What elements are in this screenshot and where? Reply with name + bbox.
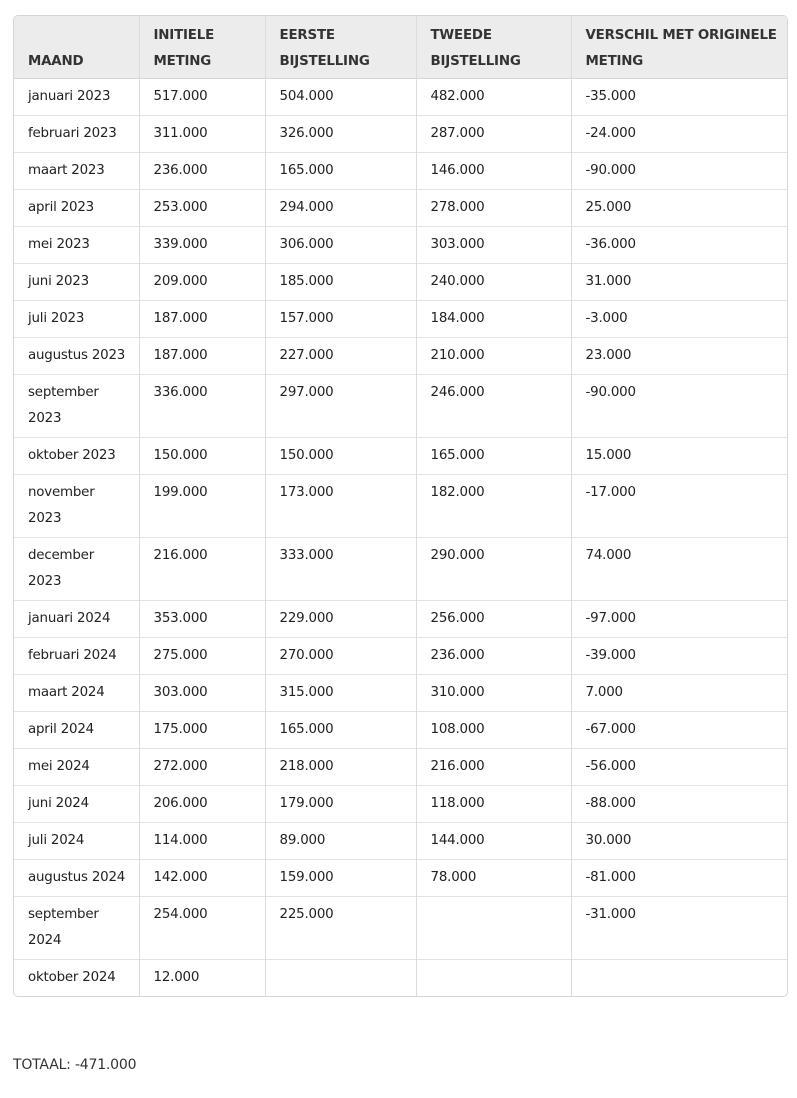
cell-maand: mei 2024 xyxy=(14,748,139,785)
table-row xyxy=(14,226,788,263)
cell-tweede-bijstelling: 210.000 xyxy=(416,337,571,374)
table-row xyxy=(14,822,788,859)
cell-verschil: 25.000 xyxy=(571,189,788,226)
cell-maand: maart 2023 xyxy=(14,152,139,189)
cell-maand: januari 2023 xyxy=(14,78,139,115)
cell-maand: november 2023 xyxy=(14,474,139,537)
cell-tweede-bijstelling: 482.000 xyxy=(416,78,571,115)
cell-verschil xyxy=(571,959,788,996)
cell-eerste-bijstelling: 333.000 xyxy=(265,537,416,600)
cell-eerste-bijstelling: 225.000 xyxy=(265,896,416,959)
cell-tweede-bijstelling: 236.000 xyxy=(416,637,571,674)
cell-initiele-meting: 142.000 xyxy=(139,859,265,896)
cell-initiele-meting: 254.000 xyxy=(139,896,265,959)
cell-maand: juli 2023 xyxy=(14,300,139,337)
table-row xyxy=(14,300,788,337)
cell-eerste-bijstelling: 229.000 xyxy=(265,600,416,637)
column-header-maand: MAAND xyxy=(14,16,139,78)
cell-eerste-bijstelling: 159.000 xyxy=(265,859,416,896)
cell-tweede-bijstelling: 290.000 xyxy=(416,537,571,600)
cell-eerste-bijstelling: 218.000 xyxy=(265,748,416,785)
cell-tweede-bijstelling: 118.000 xyxy=(416,785,571,822)
table-row xyxy=(14,115,788,152)
cell-eerste-bijstelling: 165.000 xyxy=(265,152,416,189)
cell-verschil: -36.000 xyxy=(571,226,788,263)
header-row xyxy=(14,16,788,78)
cell-tweede-bijstelling: 246.000 xyxy=(416,374,571,437)
cell-initiele-meting: 236.000 xyxy=(139,152,265,189)
column-header-initiele-meting: INITIELE METING xyxy=(139,16,265,78)
cell-tweede-bijstelling: 78.000 xyxy=(416,859,571,896)
table-row xyxy=(14,189,788,226)
cell-tweede-bijstelling: 310.000 xyxy=(416,674,571,711)
cell-tweede-bijstelling: 144.000 xyxy=(416,822,571,859)
cell-tweede-bijstelling: 165.000 xyxy=(416,437,571,474)
cell-verschil: -56.000 xyxy=(571,748,788,785)
table-row xyxy=(14,337,788,374)
cell-eerste-bijstelling: 270.000 xyxy=(265,637,416,674)
cell-verschil: -97.000 xyxy=(571,600,788,637)
cell-tweede-bijstelling xyxy=(416,896,571,959)
cell-eerste-bijstelling: 315.000 xyxy=(265,674,416,711)
cell-initiele-meting: 187.000 xyxy=(139,337,265,374)
cell-maand: januari 2024 xyxy=(14,600,139,637)
cell-tweede-bijstelling: 256.000 xyxy=(416,600,571,637)
table-row xyxy=(14,859,788,896)
cell-initiele-meting: 311.000 xyxy=(139,115,265,152)
column-header-verschil: VERSCHIL MET ORIGINELE METING xyxy=(571,16,788,78)
table-row xyxy=(14,959,788,996)
cell-verschil: -3.000 xyxy=(571,300,788,337)
table-body xyxy=(14,78,788,996)
cell-maand: april 2024 xyxy=(14,711,139,748)
cell-initiele-meting: 209.000 xyxy=(139,263,265,300)
cell-maand: februari 2023 xyxy=(14,115,139,152)
table-row xyxy=(14,263,788,300)
cell-maand: oktober 2024 xyxy=(14,959,139,996)
data-table-container xyxy=(13,15,788,997)
table-row xyxy=(14,78,788,115)
cell-eerste-bijstelling: 306.000 xyxy=(265,226,416,263)
cell-verschil: -24.000 xyxy=(571,115,788,152)
cell-initiele-meting: 12.000 xyxy=(139,959,265,996)
cell-eerste-bijstelling: 165.000 xyxy=(265,711,416,748)
cell-maand: mei 2023 xyxy=(14,226,139,263)
cell-verschil: -39.000 xyxy=(571,637,788,674)
cell-maand: februari 2024 xyxy=(14,637,139,674)
cell-maand: december 2023 xyxy=(14,537,139,600)
cell-tweede-bijstelling: 303.000 xyxy=(416,226,571,263)
cell-maand: maart 2024 xyxy=(14,674,139,711)
cell-maand: juni 2023 xyxy=(14,263,139,300)
cell-verschil: -35.000 xyxy=(585,88,636,104)
cell-maand: september 2023 xyxy=(14,374,139,437)
cell-verschil: 15.000 xyxy=(571,437,788,474)
cell-initiele-meting: 206.000 xyxy=(139,785,265,822)
cell-eerste-bijstelling: 173.000 xyxy=(265,474,416,537)
table-row xyxy=(14,711,788,748)
cell-verschil: -67.000 xyxy=(571,711,788,748)
cell-maand: juli 2024 xyxy=(14,822,139,859)
cell-verschil: -31.000 xyxy=(571,896,788,959)
cell-initiele-meting: 175.000 xyxy=(139,711,265,748)
cell-initiele-meting: 353.000 xyxy=(139,600,265,637)
cell-tweede-bijstelling: 182.000 xyxy=(416,474,571,537)
cell-initiele-meting: 517.000 xyxy=(139,78,265,115)
cell-maand: april 2023 xyxy=(14,189,139,226)
table-row xyxy=(14,896,788,959)
cell-eerste-bijstelling: 504.000 xyxy=(265,78,416,115)
cell-maand: juni 2024 xyxy=(14,785,139,822)
cell-tweede-bijstelling: 287.000 xyxy=(416,115,571,152)
cell-eerste-bijstelling: 150.000 xyxy=(265,437,416,474)
cell-maand: augustus 2023 xyxy=(14,337,139,374)
cell-verschil: 7.000 xyxy=(571,674,788,711)
cell-tweede-bijstelling: 216.000 xyxy=(416,748,571,785)
cell-eerste-bijstelling: 157.000 xyxy=(265,300,416,337)
cell-eerste-bijstelling: 179.000 xyxy=(265,785,416,822)
table-row xyxy=(14,748,788,785)
cell-verschil: -88.000 xyxy=(571,785,788,822)
cell-eerste-bijstelling: 297.000 xyxy=(265,374,416,437)
cell-eerste-bijstelling xyxy=(265,959,416,996)
table-row xyxy=(14,637,788,674)
cell-tweede-bijstelling: 278.000 xyxy=(416,189,571,226)
cell-tweede-bijstelling xyxy=(416,959,571,996)
cell-maand: augustus 2024 xyxy=(14,859,139,896)
total-summary: TOTAAL: -471.000 xyxy=(13,1057,137,1073)
cell-initiele-meting: 303.000 xyxy=(139,674,265,711)
cell-initiele-meting: 336.000 xyxy=(139,374,265,437)
column-header-tweede-bijstelling: TWEEDE BIJSTELLING xyxy=(416,16,571,78)
cell-verschil: -90.000 xyxy=(571,152,788,189)
table-row xyxy=(14,374,788,437)
cell-tweede-bijstelling: 184.000 xyxy=(416,300,571,337)
column-header-eerste-bijstelling: EERSTE BIJSTELLING xyxy=(265,16,416,78)
cell-eerste-bijstelling: 294.000 xyxy=(265,189,416,226)
cell-initiele-meting: 114.000 xyxy=(139,822,265,859)
cell-eerste-bijstelling: 89.000 xyxy=(265,822,416,859)
cell-verschil: 30.000 xyxy=(571,822,788,859)
cell-verschil: 23.000 xyxy=(571,337,788,374)
table-row xyxy=(14,152,788,189)
cell-verschil: 31.000 xyxy=(571,263,788,300)
revisions-table xyxy=(14,16,788,996)
cell-initiele-meting: 199.000 xyxy=(139,474,265,537)
cell-maand: oktober 2023 xyxy=(14,437,139,474)
table-row xyxy=(14,437,788,474)
cell-tweede-bijstelling: 108.000 xyxy=(416,711,571,748)
cell-initiele-meting: 216.000 xyxy=(139,537,265,600)
cell-tweede-bijstelling: 146.000 xyxy=(416,152,571,189)
cell-verschil: -90.000 xyxy=(571,374,788,437)
cell-maand: september 2024 xyxy=(14,896,139,959)
cell-verschil: 74.000 xyxy=(571,537,788,600)
table-row xyxy=(14,474,788,537)
cell-eerste-bijstelling: 326.000 xyxy=(265,115,416,152)
cell-initiele-meting: 253.000 xyxy=(139,189,265,226)
cell-tweede-bijstelling: 240.000 xyxy=(416,263,571,300)
cell-initiele-meting: 272.000 xyxy=(139,748,265,785)
cell-initiele-meting: 150.000 xyxy=(139,437,265,474)
cell-eerste-bijstelling: 227.000 xyxy=(265,337,416,374)
cell-verschil: -81.000 xyxy=(571,859,788,896)
cell-verschil: -17.000 xyxy=(571,474,788,537)
table-header xyxy=(14,16,788,78)
cell-initiele-meting: 339.000 xyxy=(139,226,265,263)
cell-initiele-meting: 187.000 xyxy=(139,300,265,337)
table-row xyxy=(14,600,788,637)
table-row xyxy=(14,674,788,711)
cell-initiele-meting: 275.000 xyxy=(139,637,265,674)
table-row xyxy=(14,785,788,822)
table-row xyxy=(14,537,788,600)
cell-eerste-bijstelling: 185.000 xyxy=(265,263,416,300)
